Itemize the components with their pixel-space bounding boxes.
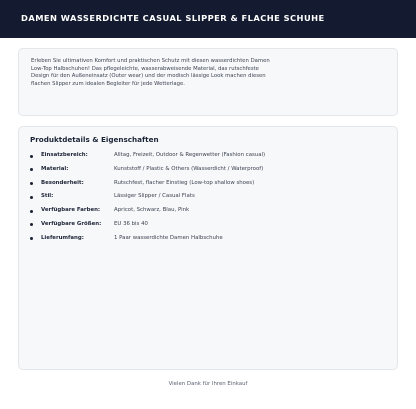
detail-label: Verfügbare Größen: (41, 220, 102, 227)
bullet-icon (30, 210, 33, 213)
detail-value: Apricot, Schwarz, Blau, Pink (114, 207, 190, 214)
page-title: DAMEN WASSERDICHTE CASUAL SLIPPER & FLACHE SCHUHE (21, 13, 325, 23)
detail-value: EU 36 bis 40 (114, 220, 148, 227)
intro-card (18, 48, 398, 116)
detail-row-stil (19, 193, 397, 207)
intro-description: Erleben Sie ultimativen Komfort und praktischen Schutz mit diesen wasserdichten Damen Low-Top Halbschuhen! Das pflegeleichte, wasserabweisende Material, das rutschfeste Design für den Außeneinsatz (Outer wear) und der modisch lässige Look machen diesen flachen Slipper zum idealen Begleiter für jede Wetterlage. (31, 58, 270, 88)
detail-list (19, 152, 397, 249)
detail-value: Kunststoff / Plastic & Others (Wasserdicht / Waterproof) (114, 165, 264, 172)
detail-label: Material: (41, 165, 69, 172)
bullet-icon (30, 196, 33, 199)
detail-value: 1 Paar wasserdichte Damen Halbschuhe (114, 234, 223, 241)
bullet-icon (30, 168, 33, 171)
detail-label: Stil: (41, 193, 54, 200)
detail-row-groessen (19, 221, 397, 235)
detail-value: Alltag, Freizeit, Outdoor & Regenwetter (Fashion casual) (114, 152, 266, 158)
detail-label: Besonderheit: (41, 179, 84, 186)
details-card (18, 126, 398, 370)
detail-label: Einsatzbereich: (41, 152, 88, 158)
footer-thanks: Vielen Dank für Ihren Einkauf (168, 381, 248, 387)
detail-label: Verfügbare Farben: (41, 207, 101, 214)
page-header (0, 0, 416, 38)
detail-row-besonderheit (19, 180, 397, 194)
detail-value: Lässiger Slipper / Casual Flats (114, 193, 195, 200)
detail-label: Lieferumfang: (41, 234, 84, 241)
detail-row-material (19, 166, 397, 180)
bullet-icon (30, 155, 33, 158)
bullet-icon (30, 237, 33, 240)
bullet-icon (30, 223, 33, 226)
bullet-icon (30, 182, 33, 185)
detail-row-lieferumfang (19, 235, 397, 249)
detail-row-farben (19, 207, 397, 221)
detail-row-einsatzbereich (19, 152, 397, 166)
details-heading: Produktdetails & Eigenschaften (30, 135, 159, 144)
detail-value: Rutschfest, flacher Einstieg (Low-top shallow shoes) (114, 179, 255, 186)
